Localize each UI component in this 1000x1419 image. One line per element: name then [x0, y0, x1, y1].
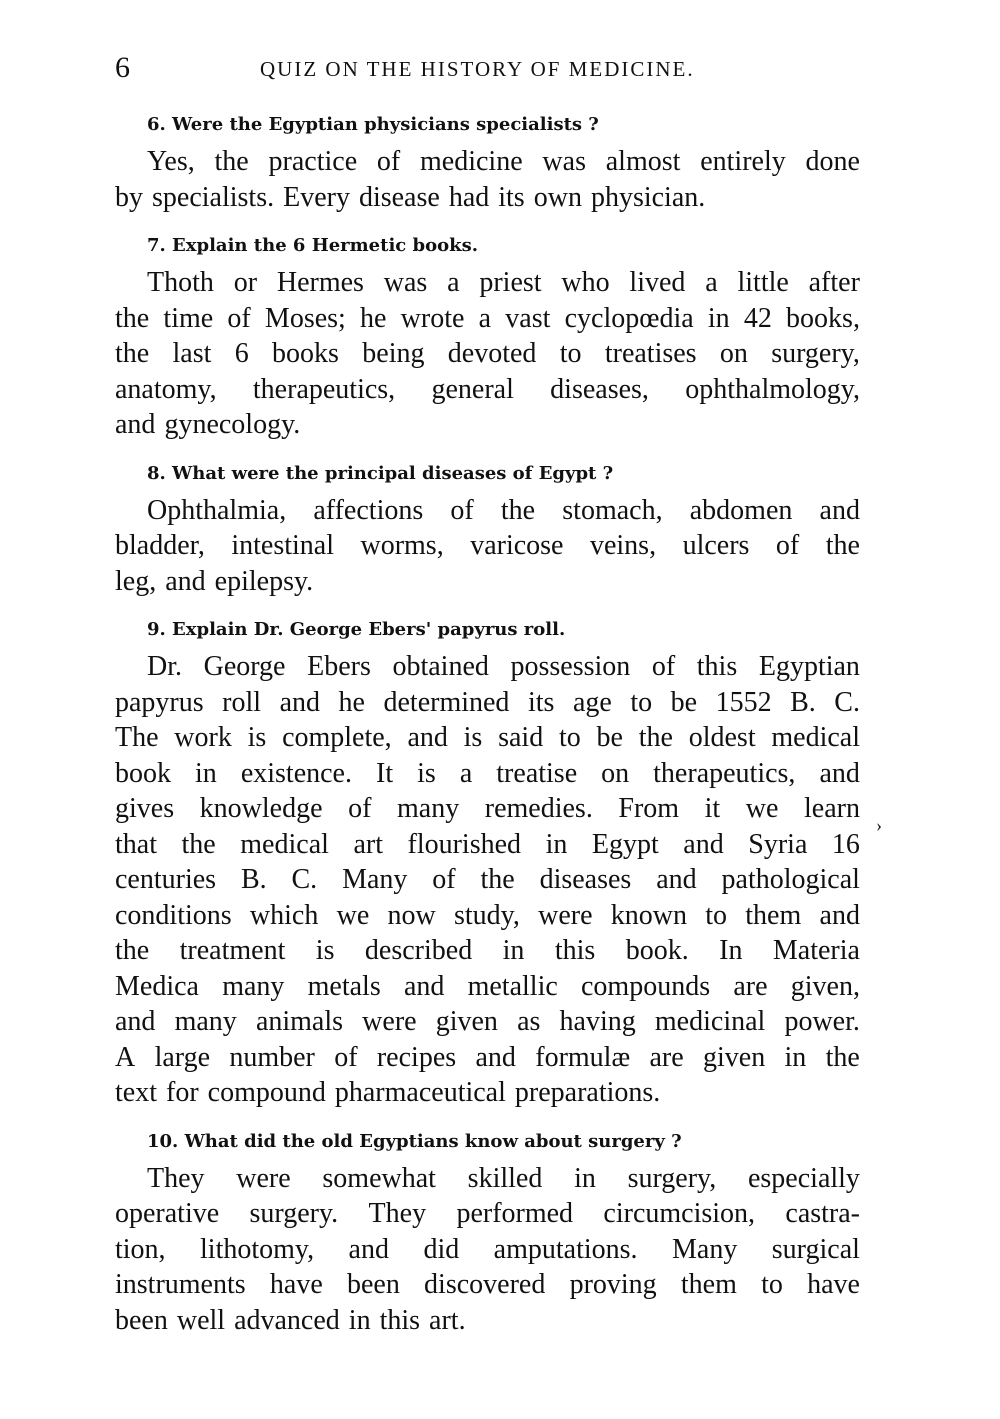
margin-mark: ›: [876, 815, 882, 835]
answer-line: Yes, the practice of medicine was almost entirely done: [147, 146, 860, 177]
question-9: 9. Explain Dr. George Ebers' papyrus roll.: [147, 619, 566, 640]
question-8: 8. What were the principal diseases of Egypt ?: [147, 462, 614, 484]
running-title: QUIZ ON THE HISTORY OF MEDICINE.: [260, 57, 695, 81]
answer-line: and many animals were given as having medicinal power.: [115, 1006, 860, 1037]
answer-line: A large number of recipes and formulæ are given in the: [115, 1041, 860, 1073]
answer-line: the treatment is described in this book. In Materia: [115, 935, 860, 966]
answer-line: The work is complete, and is said to be the oldest medical: [115, 722, 860, 753]
answer-line: anatomy, therapeutics, general diseases, ophthalmology,: [115, 373, 860, 405]
answer-10: [115, 1161, 860, 1339]
answer-9: [115, 649, 860, 1111]
answer-line: They were somewhat skilled in surgery, especially: [147, 1162, 860, 1194]
answer-line: Medica many metals and metallic compounds are given,: [115, 970, 860, 1002]
answer-line: book in existence. It is a treatise on therapeutics, and: [115, 757, 860, 789]
qa-section-7: [115, 231, 860, 443]
answer-7: [115, 265, 860, 443]
question-6: 6. Were the Egyptian physicians specialists ?: [147, 114, 599, 135]
answer-line: Dr. George Ebers obtained possession of this Egyptian: [147, 651, 860, 682]
answer-line: been well advanced in this art.: [115, 1304, 466, 1336]
answer-line: text for compound pharmaceutical preparations.: [115, 1077, 661, 1108]
answer-line: conditions which we now study, were known to them and: [115, 899, 860, 931]
answer-line: instruments have been discovered proving them to have: [115, 1269, 860, 1300]
running-head: [115, 48, 860, 88]
answer-line: the last 6 books being devoted to treatises on surgery,: [115, 338, 860, 369]
answer-line: Thoth or Hermes was a priest who lived a little after: [147, 267, 860, 298]
answer-line: bladder, intestinal worms, varicose veins, ulcers of the: [115, 530, 860, 561]
qa-section-10: [115, 1127, 860, 1339]
answer-8: [115, 493, 860, 600]
question-7: 7. Explain the 6 Hermetic books.: [147, 235, 478, 256]
answer-line: that the medical art flourished in Egypt and Syria 16: [115, 828, 860, 860]
answer-line: centuries B. C. Many of the diseases and pathological: [115, 864, 860, 895]
answer-line: by specialists. Every disease had its own physician.: [115, 181, 706, 213]
answer-line: operative surgery. They performed circumcision, castra-: [115, 1198, 860, 1229]
answer-6: [115, 144, 860, 215]
qa-section-6: [115, 110, 860, 215]
qa-section-8: [115, 459, 860, 600]
answer-line: and gynecology.: [115, 409, 301, 440]
page-number: 6: [115, 51, 130, 84]
question-10: 10. What did the old Egyptians know about surgery ?: [147, 1130, 682, 1152]
answer-line: gives knowledge of many remedies. From it we learn: [115, 793, 860, 824]
page-content: [115, 110, 860, 1354]
qa-section-9: [115, 615, 860, 1111]
answer-line: Ophthalmia, affections of the stomach, abdomen and: [147, 494, 860, 526]
answer-line: leg, and epilepsy.: [115, 565, 314, 597]
answer-line: tion, lithotomy, and did amputations. Many surgical: [115, 1233, 860, 1265]
answer-line: the time of Moses; he wrote a vast cyclopœdia in 42 books,: [115, 302, 860, 334]
answer-line: papyrus roll and he determined its age to be 1552 B. C.: [115, 686, 860, 718]
